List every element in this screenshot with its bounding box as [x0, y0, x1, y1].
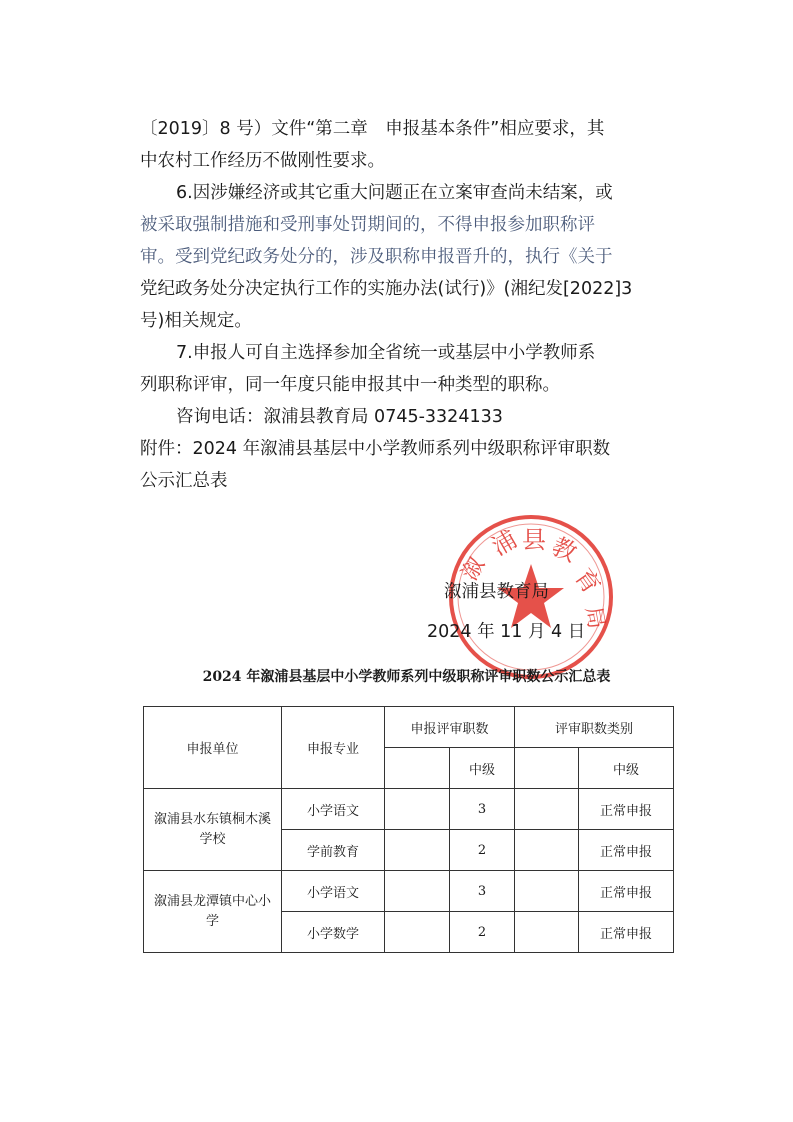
cell-empty — [515, 830, 579, 871]
paragraph-line: 7.申报人可自主选择参加全省统一或基层中小学教师系 — [176, 343, 596, 363]
attachment-line: 附件：2024 年溆浦县基层中小学教师系列中级职称评审职数 — [140, 439, 611, 459]
paragraph-line: 党纪政务处分决定执行工作的实施办法(试行)》(湘纪发[2022]3 — [140, 279, 633, 299]
header-major: 申报专业 — [282, 707, 385, 789]
paragraph-line: 〔2019〕8 号）文件“第二章 申报基本条件”相应要求，其 — [140, 119, 605, 139]
cell-unit: 溆浦县龙潭镇中心小学 — [144, 871, 282, 953]
svg-text:县: 县 — [522, 526, 546, 554]
cell-major: 小学数学 — [282, 912, 385, 953]
cell-major: 小学语文 — [282, 789, 385, 830]
cell-category: 正常申报 — [579, 871, 674, 912]
cell-empty — [515, 912, 579, 953]
paragraph-line: 审。受到党纪政务处分的，涉及职称申报晋升的，执行《关于 — [140, 247, 613, 267]
cell-unit: 溆浦县水东镇桐木溪学校 — [144, 789, 282, 871]
cell-empty — [385, 912, 450, 953]
summary-table — [143, 706, 674, 953]
table-header-row — [144, 707, 674, 748]
cell-category: 正常申报 — [579, 912, 674, 953]
header-empty-cell — [515, 748, 579, 789]
table-title: 2024 年溆浦县基层中小学教师系列中级职称评审职数公示汇总表 — [202, 669, 611, 685]
cell-empty — [515, 789, 579, 830]
cell-count: 2 — [450, 830, 515, 871]
svg-text:溆: 溆 — [457, 553, 491, 585]
cell-count: 3 — [450, 871, 515, 912]
cell-category: 正常申报 — [579, 830, 674, 871]
header-unit: 申报单位 — [144, 707, 282, 789]
cell-major: 学前教育 — [282, 830, 385, 871]
cell-major: 小学语文 — [282, 871, 385, 912]
signoff-date: 2024 年 11 月 4 日 — [427, 622, 586, 642]
cell-count: 3 — [450, 789, 515, 830]
svg-text:教: 教 — [547, 532, 582, 568]
header-count-group: 申报评审职数 — [385, 707, 515, 748]
header-category-group: 评审职数类别 — [515, 707, 674, 748]
paragraph-line: 号)相关规定。 — [140, 311, 252, 331]
svg-text:育: 育 — [569, 563, 606, 600]
cell-empty — [515, 871, 579, 912]
cell-empty — [385, 871, 450, 912]
paragraph-line: 中农村工作经历不做刚性要求。 — [140, 151, 385, 171]
table-row — [144, 871, 674, 912]
svg-text:局: 局 — [580, 604, 609, 631]
header-empty-cell — [385, 748, 450, 789]
svg-text:浦: 浦 — [487, 524, 522, 562]
paragraph-line: 列职称评审，同一年度只能申报其中一种类型的职称。 — [140, 375, 560, 395]
notice-body — [140, 113, 660, 497]
cell-category: 正常申报 — [579, 789, 674, 830]
cell-empty — [385, 830, 450, 871]
cell-count: 2 — [450, 912, 515, 953]
header-count-level: 中级 — [450, 748, 515, 789]
header-category-level: 中级 — [579, 748, 674, 789]
paragraph-line: 6.因涉嫌经济或其它重大问题正在立案审查尚未结案，或 — [176, 183, 613, 203]
contact-line: 咨询电话：溆浦县教育局 0745-3324133 — [176, 407, 503, 427]
attachment-line: 公示汇总表 — [140, 471, 228, 491]
table-row — [144, 789, 674, 830]
signoff-organization: 溆浦县教育局 — [444, 582, 549, 602]
cell-empty — [385, 789, 450, 830]
paragraph-line: 被采取强制措施和受刑事处罚期间的，不得申报参加职称评 — [140, 215, 595, 235]
